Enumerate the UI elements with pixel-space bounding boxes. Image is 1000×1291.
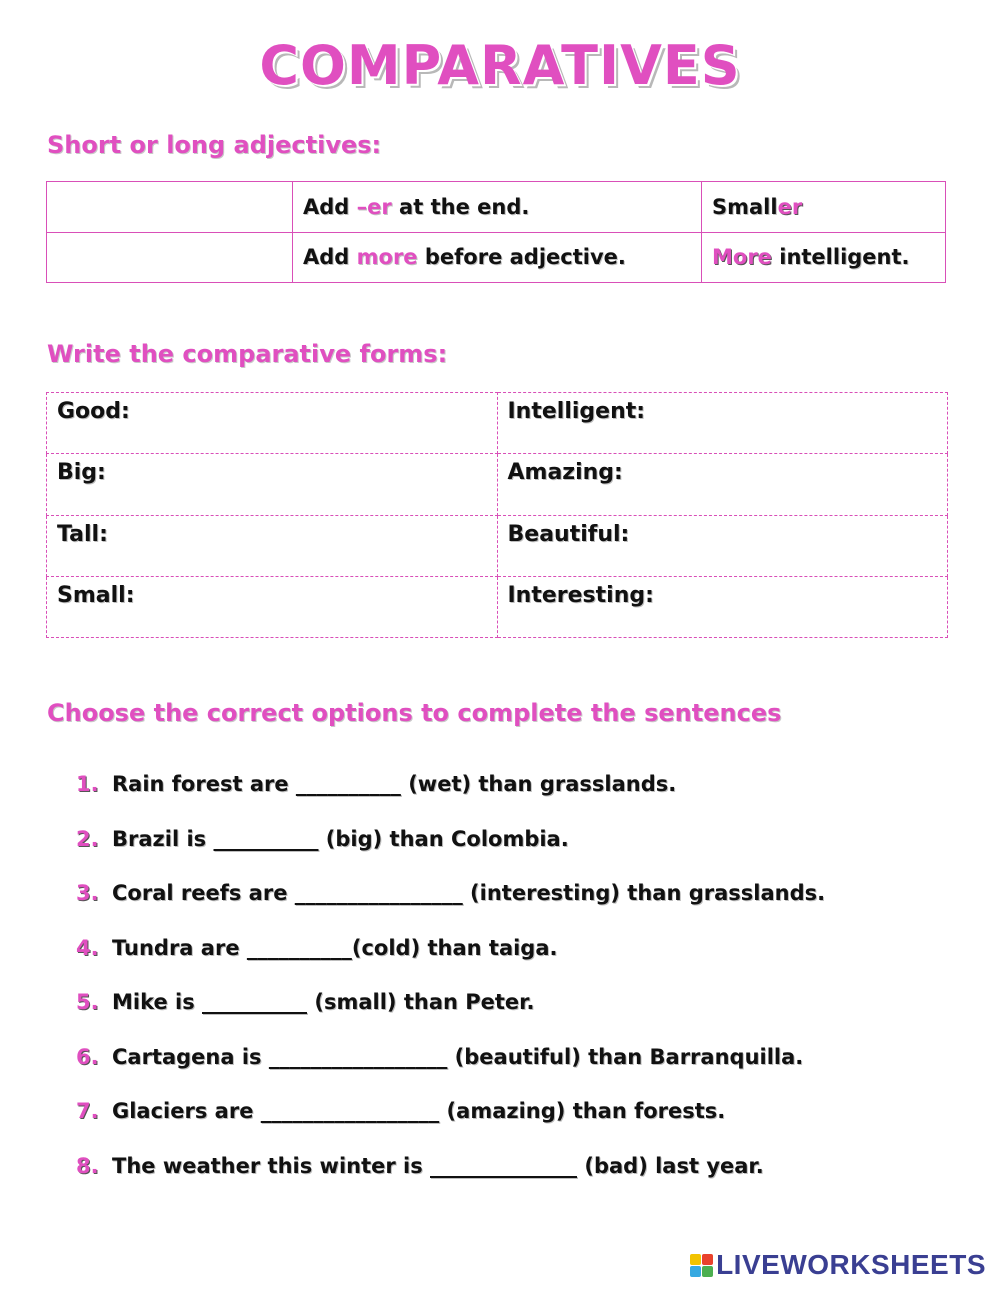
- forms-cell-beautiful[interactable]: Beautiful:: [497, 515, 948, 576]
- section-heading-short-long: Short or long adjectives:: [47, 131, 382, 159]
- sentence-text[interactable]: Brazil is __________ (big) than Colombia.: [112, 826, 569, 851]
- rules-row-long: [47, 232, 946, 283]
- section-heading-choose-options: Choose the correct options to complete the sentences: [47, 699, 782, 727]
- rules-cell-blank[interactable]: [47, 182, 293, 233]
- forms-cell-amazing[interactable]: Amazing:: [497, 454, 948, 515]
- logo-block-v: [690, 1266, 701, 1277]
- sentence-number: 6.: [76, 1044, 99, 1069]
- logo-text: LIVEWORKSHEETS: [716, 1249, 986, 1280]
- example-keyword: More: [712, 245, 772, 270]
- sentence-text[interactable]: Glaciers are _________________ (amazing) than forests.: [112, 1099, 726, 1123]
- sentence-number: 5.: [76, 990, 99, 1014]
- liveworksheets-logo: [690, 1249, 986, 1281]
- sentence-number: 7.: [76, 1099, 99, 1123]
- sentence-item: [76, 765, 825, 820]
- rules-cell-example: [702, 232, 946, 283]
- rule-text: at the end.: [391, 194, 530, 219]
- forms-row: [47, 576, 948, 637]
- forms-cell-small[interactable]: Small:: [47, 576, 498, 637]
- sentence-item: [76, 983, 825, 1038]
- sentence-number: 8.: [76, 1153, 99, 1178]
- comparative-forms-table: [46, 392, 948, 638]
- sentence-number: 2.: [76, 826, 99, 851]
- sentence-item: [76, 929, 825, 984]
- rule-keyword: –er: [356, 194, 392, 219]
- rules-cell-blank[interactable]: [47, 232, 293, 283]
- sentence-text[interactable]: Rain forest are __________ (wet) than grasslands.: [112, 772, 677, 796]
- sentence-list: [76, 765, 825, 1201]
- rules-cell-rule: [293, 182, 702, 233]
- forms-cell-interesting[interactable]: Interesting:: [497, 576, 948, 637]
- sentence-item: [76, 1147, 825, 1202]
- example-text: Small: [712, 194, 778, 219]
- sentence-text[interactable]: Mike is __________ (small) than Peter.: [112, 990, 535, 1014]
- logo-block-e: [702, 1266, 713, 1277]
- sentence-item: [76, 1038, 825, 1093]
- rules-cell-example: [702, 182, 946, 233]
- logo-blocks-icon: [690, 1254, 713, 1277]
- example-text: intelligent.: [771, 245, 910, 270]
- forms-cell-tall[interactable]: Tall:: [47, 515, 498, 576]
- sentence-item: [76, 874, 825, 929]
- sentence-text[interactable]: Tundra are __________(cold) than taiga.: [112, 935, 558, 960]
- rules-cell-rule: [293, 232, 702, 283]
- logo-block-i: [702, 1254, 713, 1265]
- sentence-text[interactable]: Cartagena is _________________ (beautiful) than Barranquilla.: [112, 1044, 804, 1069]
- page-title: COMPARATIVES: [259, 34, 741, 97]
- forms-cell-intelligent[interactable]: Intelligent:: [497, 393, 948, 454]
- sentence-text[interactable]: The weather this winter is ______________ (bad) last year.: [112, 1153, 764, 1178]
- sentence-number: 3.: [76, 881, 99, 905]
- rules-table: [46, 181, 946, 283]
- forms-row: [47, 515, 948, 576]
- rule-text: Add: [303, 245, 357, 270]
- sentence-number: 1.: [76, 772, 99, 796]
- logo-block-l: [690, 1254, 701, 1265]
- example-keyword: er: [777, 194, 803, 219]
- rule-text: Add: [303, 194, 357, 219]
- forms-cell-big[interactable]: Big:: [47, 454, 498, 515]
- rule-text: before adjective.: [417, 245, 626, 270]
- sentence-number: 4.: [76, 935, 99, 960]
- sentence-item: [76, 1092, 825, 1147]
- sentence-item: [76, 820, 825, 875]
- sentence-text[interactable]: Coral reefs are ________________ (interesting) than grasslands.: [112, 881, 826, 905]
- forms-row: [47, 454, 948, 515]
- section-heading-comparative-forms: Write the comparative forms:: [47, 340, 448, 368]
- rules-row-short: [47, 182, 946, 233]
- rule-keyword: more: [356, 245, 418, 270]
- forms-row: [47, 393, 948, 454]
- forms-cell-good[interactable]: Good:: [47, 393, 498, 454]
